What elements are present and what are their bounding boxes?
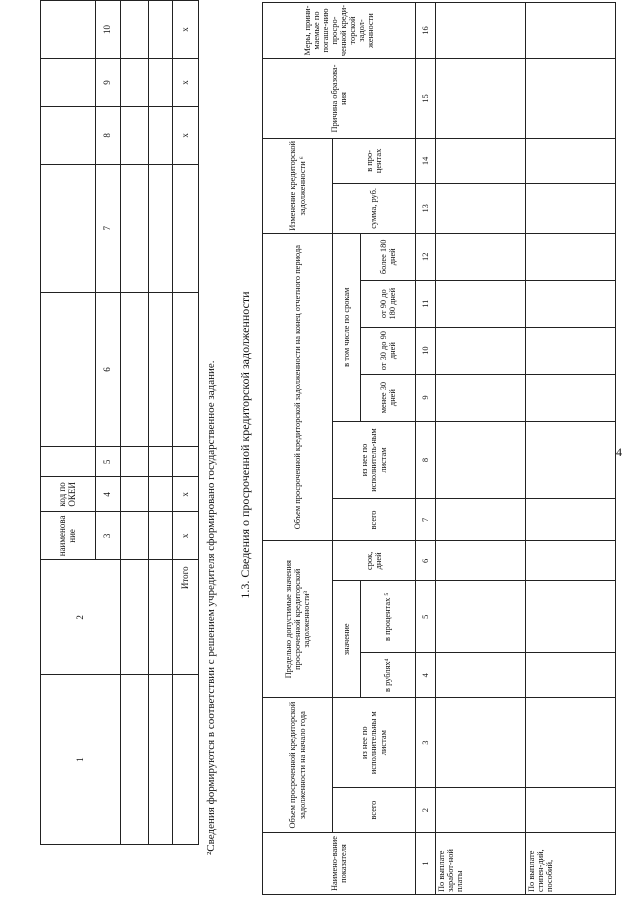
h-30-90: от 30 до 90 дней [361, 327, 416, 374]
col-number: 6 [416, 541, 436, 581]
x-mark: х [173, 58, 199, 106]
h-exec: из нее по исполнительны м листам [333, 698, 416, 788]
col-number: 13 [416, 183, 436, 233]
h-total2: всего [333, 499, 416, 541]
h-debt-start: Объем просроченной кредиторской задолженности на начало года [263, 698, 333, 833]
col-number: 3 [416, 698, 436, 788]
h-name: Наимено-вание показателя [263, 833, 416, 895]
total-row [173, 1, 199, 845]
h-value: значение [333, 581, 361, 698]
col-number: 2 [416, 788, 436, 833]
h-rub: в рублях⁴ [361, 653, 416, 698]
kod-okei-header: код по ОКЕИ [41, 477, 96, 512]
h-exec2: из нее по исполнитель-ным листам [333, 421, 416, 499]
h-by-terms: в том числе по срокам [333, 233, 361, 421]
h-permissible: Предельно допустимые значения просроченной кредиторской задолженности³ [263, 541, 333, 698]
col-number: 16 [416, 3, 436, 59]
col-number: 7 [416, 499, 436, 541]
section-title: 1.3. Сведения о просроченной кредиторской задолженности [238, 291, 252, 599]
h-measures: Меры, прини-маемые по погаше-нию просро-ченной креди-торской задол-женности [263, 3, 416, 59]
col-number: 11 [416, 280, 436, 327]
col-number: 12 [416, 233, 436, 280]
h-90-180: от 90 до 180 дней [361, 280, 416, 327]
col-number: 10 [416, 327, 436, 374]
col8-number: 8 [96, 106, 121, 164]
col-number: 14 [416, 138, 436, 183]
h-lt30: менее 30 дней [361, 374, 416, 421]
footnote: ²Сведения формируются в соответствии с решением учредителя сформировано государственное задание. [205, 360, 217, 855]
overdue-debt-table [262, 2, 616, 895]
h-term: срок, дней [333, 541, 416, 581]
x-mark: х [173, 1, 199, 59]
h-reason: Причина образова-ния [263, 59, 416, 139]
col9-number: 9 [96, 58, 121, 106]
h-debt-end: Объем просроченной кредиторской задолженности на конец отчетного периода [263, 233, 333, 541]
col6-number: 6 [96, 292, 121, 447]
h-total: всего [333, 788, 416, 833]
row-label-stipend: По выплате стипен-дий, пособий, [526, 833, 616, 895]
x-mark: х [173, 106, 199, 164]
naimenovanie-header: наименова ние [41, 512, 96, 560]
col-number: 1 [416, 833, 436, 895]
col-number: 5 [416, 581, 436, 653]
x-mark: х [173, 477, 199, 512]
table-row [526, 3, 616, 895]
col10-number: 10 [96, 1, 121, 59]
table-row [149, 1, 173, 845]
page-number: 4 [616, 445, 622, 459]
col-number: 4 [416, 653, 436, 698]
h-pct2: в про-центах [333, 138, 416, 183]
x-mark: х [173, 512, 199, 560]
column-numbers-row [416, 3, 436, 895]
table-row [121, 1, 149, 845]
h-change: Изменение кредиторской задолженности ⁶ [263, 138, 333, 233]
h-pct: в процентах ⁵ [361, 581, 416, 653]
col3-number: 3 [96, 512, 121, 560]
col2-header: 2 [41, 560, 121, 675]
previous-table [40, 0, 199, 845]
col-number: 9 [416, 374, 436, 421]
col1-header: 1 [41, 675, 121, 845]
h-sum: сумма, руб. [333, 183, 416, 233]
col7-number: 7 [96, 164, 121, 292]
col5-number: 5 [96, 447, 121, 477]
col-number: 8 [416, 421, 436, 499]
col4-number: 4 [96, 477, 121, 512]
col-number: 15 [416, 59, 436, 139]
total-label: Итого [173, 560, 199, 675]
row-label-salary: По выплате заработ-ной платы [436, 833, 526, 895]
h-gt180: более 180 дней [361, 233, 416, 280]
table-row [436, 3, 526, 895]
